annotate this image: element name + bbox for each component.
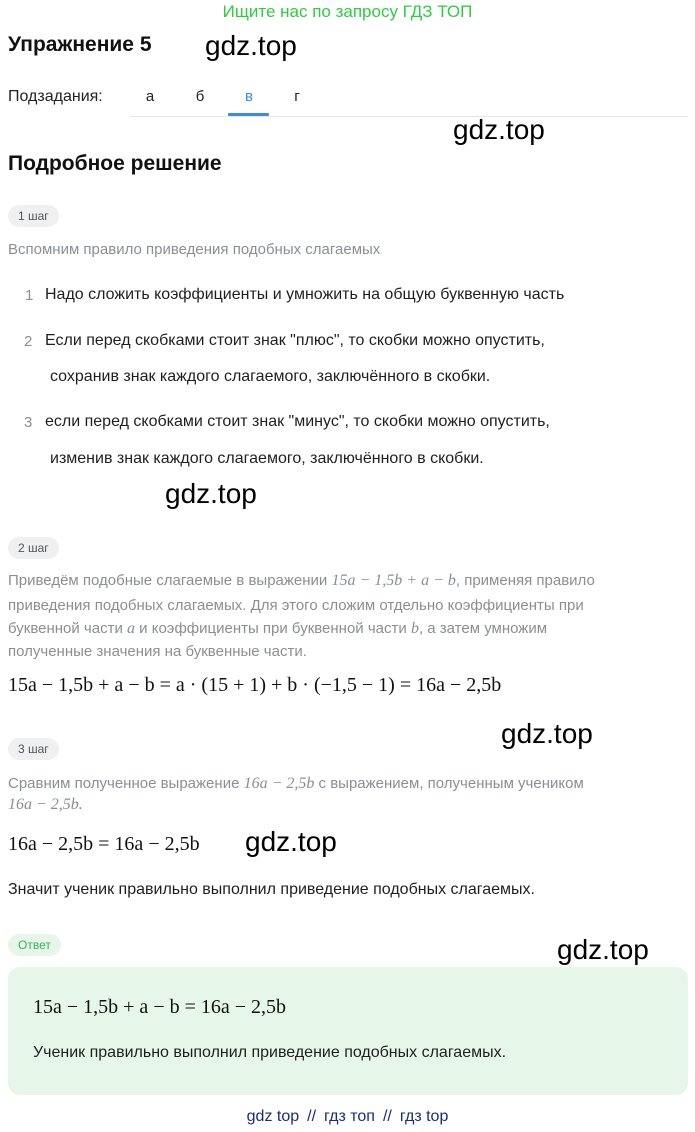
tab-b[interactable]: б [195,88,205,105]
active-tab-indicator [228,113,269,116]
subtasks-label: Подзадания: [8,88,103,105]
answer-formula: 15a − 1,5b + a − b = 16a − 2,5b [33,996,287,1018]
text-fragment: буквенной части [8,620,127,637]
math-expression: 16a − 2,5b. [8,796,83,813]
step-text [8,617,547,640]
footer-separator: // [382,1108,392,1125]
list-item-continuation: изменив знак каждого слагаемого, заключённого в скобки. [50,450,484,467]
step-text [8,569,595,592]
step-badge: 1 шаг [8,205,59,227]
step-badge: 3 шаг [8,738,59,760]
text-fragment: и коэффициенты при буквенной части [135,620,411,637]
math-formula: 15a − 1,5b + a − b = a · (15 + 1) + b · (−1,5 − 1) = 16a − 2,5b [8,674,502,696]
answer-text: Ученик правильно выполнил приведение подобных слагаемых. [33,1044,507,1061]
tab-a[interactable]: а [145,88,155,105]
tabs-divider [130,116,688,117]
list-item: Надо сложить коэффициенты и умножить на общую буквенную часть [45,286,565,303]
step-text: приведения подобных слагаемых. Для этого сложим отдельно коэффициенты при [8,597,584,614]
math-expression: 16a − 2,5b [243,775,315,792]
footer-link[interactable]: gdz top [246,1108,300,1125]
answer-box [8,967,688,1095]
text-fragment: Приведём подобные слагаемые в выражении [8,572,332,589]
list-number: 1 [25,287,34,304]
page-title: Упражнение 5 [8,33,152,56]
list-number: 3 [24,414,33,431]
footer-link[interactable]: гдз top [399,1108,449,1125]
answer-badge: Ответ [8,934,61,956]
step-text [8,772,584,795]
footer-links [0,1108,695,1126]
watermark: gdz.top [245,826,337,857]
footer-link[interactable]: гдз топ [324,1108,375,1125]
watermark: gdz.top [165,478,257,509]
footer-separator: // [307,1108,317,1125]
step-text: полученные значения на буквенные части. [8,643,307,660]
math-variable: b [410,620,419,637]
list-item: если перед скобками стоит знак "минус", то скобки можно опустить, [45,413,550,430]
search-banner: Ищите нас по запросу ГДЗ ТОП [222,2,473,21]
list-number: 2 [24,333,33,350]
text-fragment: , применяя правило [455,572,595,589]
math-variable: a [127,620,135,637]
math-formula: 16a − 2,5b = 16a − 2,5b [8,833,200,855]
conclusion-text: Значит ученик правильно выполнил приведение подобных слагаемых. [8,881,535,898]
step-badge: 2 шаг [8,537,59,559]
watermark: gdz.top [501,718,593,749]
tab-g[interactable]: г [294,88,300,105]
step-intro: Вспомним правило приведения подобных слагаемых [8,241,381,258]
watermark: gdz.top [557,934,649,965]
text-fragment: с выражением, полученным учеником [314,775,584,792]
list-item: Если перед скобками стоит знак "плюс", то скобки можно опустить, [45,332,545,349]
list-item-continuation: сохранив знак каждого слагаемого, заключённого в скобки. [50,368,491,385]
tab-v[interactable]: в [245,88,253,105]
text-fragment: , а затем умножим [418,620,548,637]
math-expression: 15a − 1,5b + a − b [331,572,456,589]
watermark: gdz.top [453,114,545,145]
section-title: Подробное решение [8,152,222,175]
watermark: gdz.top [205,30,297,61]
text-fragment: Сравним полученное выражение [8,775,244,792]
